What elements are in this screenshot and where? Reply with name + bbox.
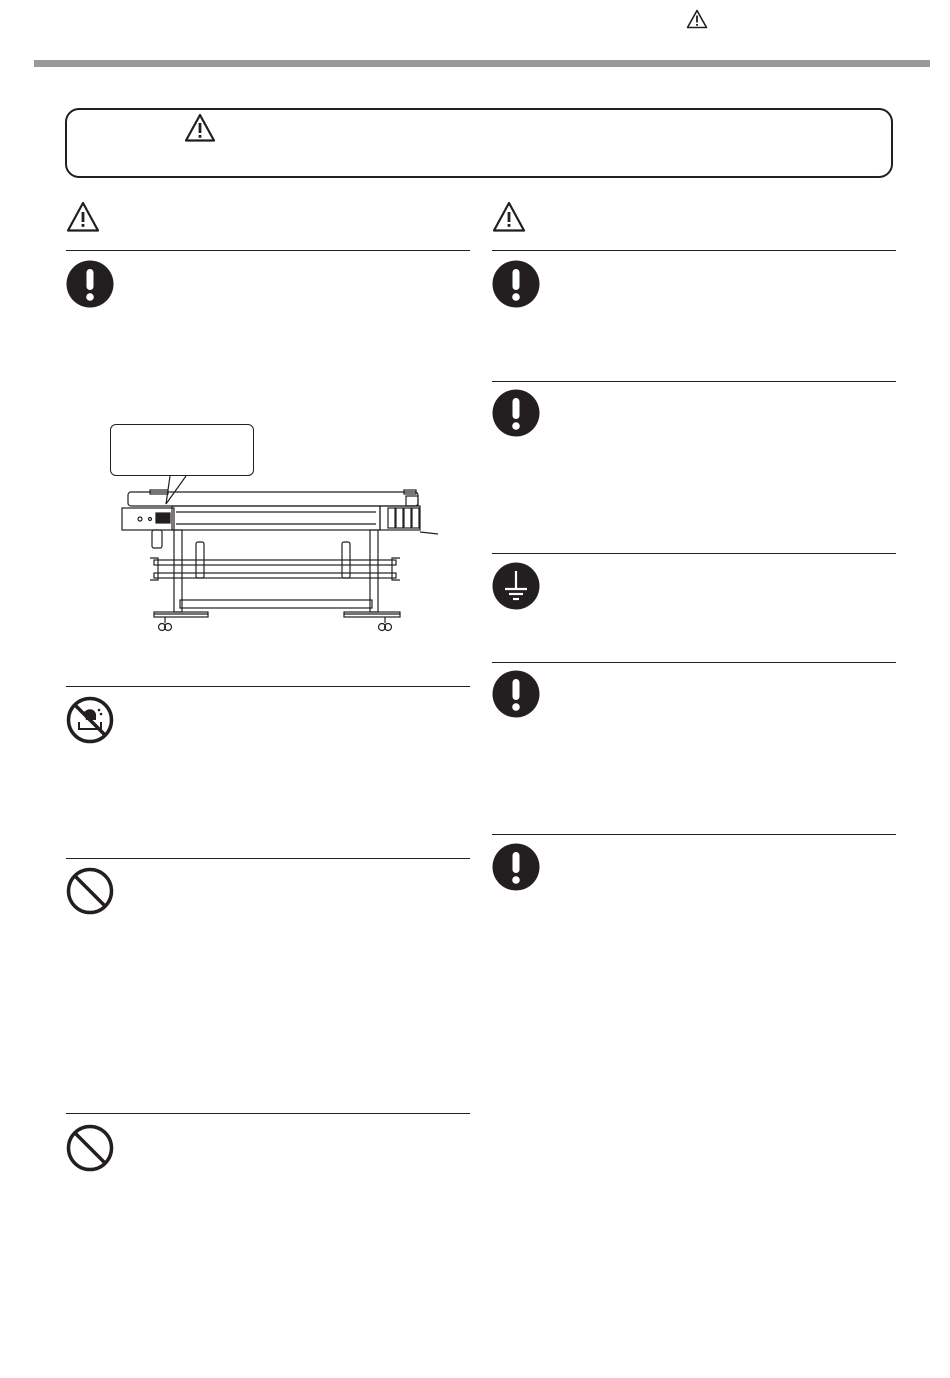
right-divider-2 — [492, 381, 896, 382]
header-warning-triangle-icon — [686, 9, 708, 29]
prohibition-icon-2 — [66, 1124, 114, 1172]
left-divider-4 — [66, 1113, 470, 1114]
printer-with-stand-illustration — [110, 420, 440, 645]
left-divider-2 — [66, 686, 470, 687]
right-heading-warning-triangle-icon — [492, 201, 526, 233]
left-divider-3 — [66, 858, 470, 859]
prohibition-icon — [66, 867, 114, 915]
mandatory-exclamation-icon-r4 — [492, 843, 540, 891]
mandatory-exclamation-icon-r2 — [492, 389, 540, 437]
right-divider-3 — [492, 553, 896, 554]
header-bar — [34, 60, 930, 67]
ground-connection-icon — [492, 562, 540, 610]
right-divider-5 — [492, 834, 896, 835]
right-divider-1 — [492, 250, 896, 251]
mandatory-exclamation-icon-r1 — [492, 260, 540, 308]
notice-warning-triangle-icon — [184, 113, 216, 143]
left-divider-1 — [66, 250, 470, 251]
mandatory-exclamation-icon — [66, 260, 114, 308]
mandatory-exclamation-icon-r3 — [492, 670, 540, 718]
no-wet-hands-icon — [66, 696, 114, 744]
left-heading-warning-triangle-icon — [66, 201, 100, 233]
right-divider-4 — [492, 662, 896, 663]
